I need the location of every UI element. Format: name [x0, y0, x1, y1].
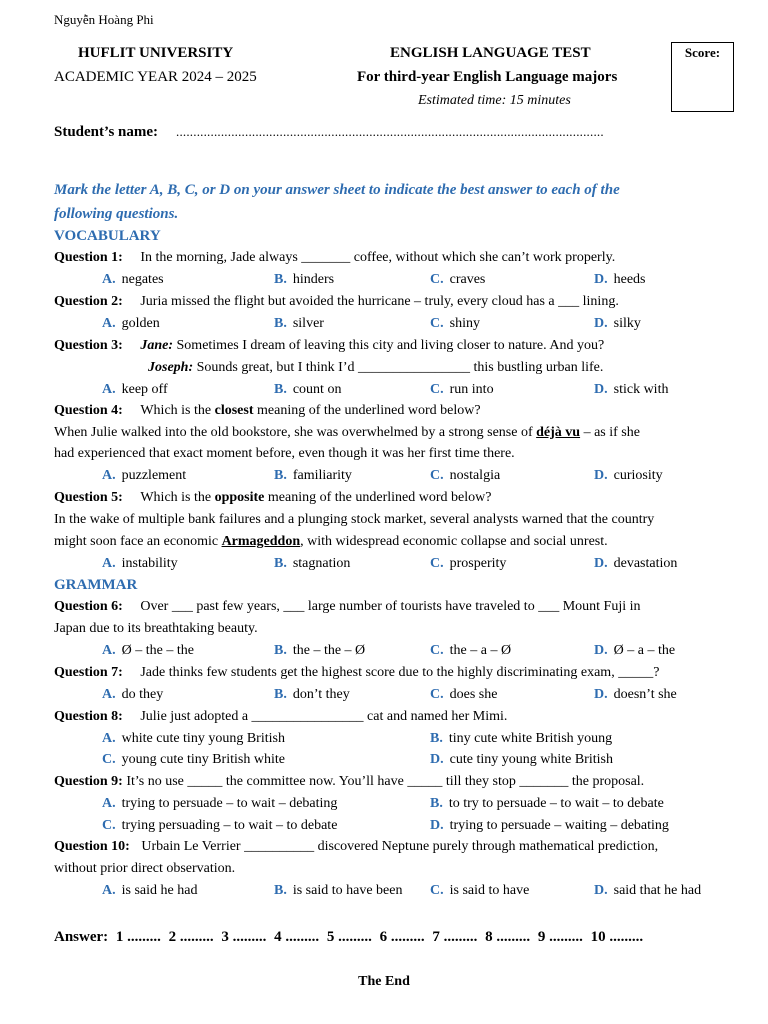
option-letter: A.: [102, 883, 116, 898]
question-text: In the morning, Jade always _______ coffee, without which she can’t work properly.: [140, 250, 616, 265]
option-text: don’t they: [292, 687, 350, 702]
option-text: said that he had: [613, 883, 702, 898]
option-letter: A.: [102, 731, 116, 746]
instructions-line-1: Mark the letter A, B, C, or D on your answer sheet to indicate the best answer to each of the: [54, 182, 620, 198]
question-1: [54, 250, 615, 266]
answer-slot-7[interactable]: 7 .........: [432, 929, 478, 945]
option-letter: C.: [102, 752, 116, 767]
option-letter: A.: [102, 468, 116, 483]
option-text: familiarity: [292, 468, 352, 483]
option-letter: B.: [274, 643, 287, 658]
speaker-joseph: Joseph:: [148, 360, 194, 375]
question-label: Question 5:: [54, 490, 123, 505]
question-2: [54, 294, 619, 310]
option-letter: A.: [102, 382, 116, 397]
q10-option-a[interactable]: [102, 883, 197, 899]
prompt-pre: Which is the: [140, 490, 215, 505]
score-label: Score:: [684, 45, 721, 60]
option-letter: A.: [102, 796, 116, 811]
q5-option-a[interactable]: [102, 556, 178, 572]
option-text: is said he had: [121, 883, 198, 898]
option-letter: C.: [102, 818, 116, 833]
question-8: [54, 709, 507, 725]
q4-option-a[interactable]: [102, 468, 186, 484]
underlined-word: Armageddon: [221, 534, 301, 549]
q4-option-b[interactable]: [274, 468, 352, 484]
option-letter: B.: [274, 272, 287, 287]
prompt-keyword: opposite: [214, 490, 265, 505]
option-text: to try to persuade – to wait – to debate: [448, 796, 664, 811]
option-text: the – a – Ø: [449, 643, 512, 658]
question-10-line-2: without prior direct observation.: [54, 861, 236, 876]
q8-option-c[interactable]: [102, 752, 285, 768]
q4-option-c[interactable]: [430, 468, 500, 484]
q2-option-b[interactable]: [274, 316, 324, 332]
option-letter: C.: [430, 468, 444, 483]
question-9: [54, 774, 644, 790]
q1-option-a[interactable]: [102, 272, 164, 288]
option-letter: B.: [274, 468, 287, 483]
q1-option-c[interactable]: [430, 272, 485, 288]
option-letter: D.: [594, 883, 608, 898]
answer-slot-4[interactable]: 4 .........: [274, 929, 320, 945]
prompt-post: meaning of the underlined word below?: [264, 490, 492, 505]
answer-slot-8[interactable]: 8 .........: [485, 929, 531, 945]
option-letter: D.: [594, 468, 608, 483]
option-text: trying to persuade – waiting – debating: [449, 818, 669, 833]
option-text: tiny cute white British young: [448, 731, 613, 746]
answer-slot-1[interactable]: 1 .........: [115, 929, 161, 945]
option-text: curiosity: [613, 468, 663, 483]
q7-option-a[interactable]: [102, 687, 163, 703]
option-text: the – the – Ø: [292, 643, 366, 658]
option-letter: B.: [274, 382, 287, 397]
question-10: [54, 839, 658, 855]
question-7: [54, 665, 659, 681]
q10-option-d[interactable]: [594, 883, 701, 899]
answer-row: [54, 929, 643, 946]
passage-text: – as if she: [580, 425, 640, 440]
prompt-pre: Which is the: [140, 403, 215, 418]
passage-text: When Julie walked into the old bookstore, she was overwhelmed by a strong sense of: [54, 425, 537, 440]
dialogue-line-1: Sometimes I dream of leaving this city and living closer to nature. And you?: [176, 338, 605, 353]
question-text: Jade thinks few students get the highest score due to the highly discriminating exam, _____?: [140, 665, 660, 680]
option-letter: D.: [594, 687, 608, 702]
q3-option-d[interactable]: [594, 382, 668, 398]
test-title: ENGLISH LANGUAGE TEST: [390, 45, 591, 61]
option-letter: A.: [102, 272, 116, 287]
q8-option-b[interactable]: [430, 731, 612, 747]
option-letter: C.: [430, 316, 444, 331]
option-text: is said to have: [449, 883, 530, 898]
question-6-line-2: Japan due to its breathtaking beauty.: [54, 621, 258, 636]
option-letter: A.: [102, 687, 116, 702]
option-letter: D.: [594, 382, 608, 397]
q9-option-d[interactable]: [430, 818, 669, 834]
option-text: trying to persuade – to wait – debating: [121, 796, 338, 811]
option-letter: D.: [430, 818, 444, 833]
option-letter: A.: [102, 643, 116, 658]
option-text: silky: [613, 316, 641, 331]
option-letter: B.: [430, 796, 443, 811]
question-label: Question 7:: [54, 665, 123, 680]
passage-text: , with widespread economic collapse and social unrest.: [300, 534, 608, 549]
q8-option-d[interactable]: [430, 752, 613, 768]
q8-option-a[interactable]: [102, 731, 285, 747]
answer-slot-6[interactable]: 6 .........: [379, 929, 425, 945]
q2-option-c[interactable]: [430, 316, 480, 332]
option-text: stick with: [613, 382, 669, 397]
question-text: Urbain Le Verrier __________ discovered Neptune purely through mathematical prediction,: [141, 839, 659, 854]
option-text: is said to have been: [292, 883, 403, 898]
question-text: Julie just adopted a ________________ cat and named her Mimi.: [140, 709, 508, 724]
answer-slot-3[interactable]: 3 .........: [221, 929, 267, 945]
q10-option-b[interactable]: [274, 883, 402, 899]
academic-year: ACADEMIC YEAR 2024 – 2025: [54, 69, 257, 85]
question-5-passage-2: [54, 534, 608, 550]
student-name-field[interactable]: ............................................................................................................................: [176, 124, 604, 139]
option-letter: B.: [430, 731, 443, 746]
option-text: puzzlement: [121, 468, 187, 483]
q6-option-c[interactable]: [430, 643, 511, 659]
option-text: young cute tiny British white: [121, 752, 285, 767]
option-text: devastation: [613, 556, 678, 571]
question-5-passage-1: In the wake of multiple bank failures and a plunging stock market, several analysts warned that the country: [54, 512, 655, 527]
question-4: [54, 403, 481, 419]
option-text: doesn’t she: [613, 687, 677, 702]
option-letter: C.: [430, 272, 444, 287]
answer-slot-10[interactable]: 10 .........: [590, 929, 644, 945]
passage-text: might soon face an economic: [54, 534, 222, 549]
q7-option-b[interactable]: [274, 687, 350, 703]
score-box: [671, 42, 734, 112]
q1-option-d[interactable]: [594, 272, 646, 288]
option-letter: D.: [430, 752, 444, 767]
q2-option-a[interactable]: [102, 316, 160, 332]
option-text: white cute tiny young British: [121, 731, 285, 746]
option-letter: D.: [594, 316, 608, 331]
option-letter: A.: [102, 556, 116, 571]
dialogue-line-2: Sounds great, but I think I’d ________________ this bustling urban life.: [196, 360, 604, 375]
q1-option-b[interactable]: [274, 272, 334, 288]
answer-slot-9[interactable]: 9 .........: [537, 929, 583, 945]
option-letter: B.: [274, 687, 287, 702]
option-text: silver: [292, 316, 324, 331]
question-4-passage-2: had experienced that exact moment before, even though it was her first time there.: [54, 446, 515, 461]
answer-label: Answer:: [54, 929, 109, 945]
option-letter: D.: [594, 556, 608, 571]
estimated-time: Estimated time: 15 minutes: [418, 93, 571, 108]
q3-option-c[interactable]: [430, 382, 494, 398]
option-letter: C.: [430, 556, 444, 571]
question-label: Question 2:: [54, 294, 123, 309]
option-letter: B.: [274, 316, 287, 331]
option-letter: C.: [430, 687, 444, 702]
q9-option-a[interactable]: [102, 796, 337, 812]
question-text: Juria missed the flight but avoided the hurricane – truly, every cloud has a ___ lining.: [140, 294, 619, 309]
option-text: trying persuading – to wait – to debate: [121, 818, 338, 833]
question-label: Question 3:: [54, 338, 123, 353]
option-text: golden: [121, 316, 160, 331]
author-name: Nguyễn Hoàng Phi: [54, 12, 154, 27]
underlined-word: déjà vu: [536, 425, 581, 440]
question-3: [54, 338, 604, 354]
q9-option-b[interactable]: [430, 796, 664, 812]
prompt-keyword: closest: [214, 403, 254, 418]
instructions-line-2: following questions.: [54, 206, 179, 222]
option-letter: C.: [430, 382, 444, 397]
option-letter: C.: [430, 643, 444, 658]
option-text: instability: [121, 556, 178, 571]
option-text: Ø – the – the: [121, 643, 194, 658]
option-text: hinders: [292, 272, 335, 287]
q7-option-d[interactable]: [594, 687, 677, 703]
question-label: Question 4:: [54, 403, 123, 418]
university-name: HUFLIT UNIVERSITY: [78, 45, 234, 61]
q3-option-a[interactable]: [102, 382, 168, 398]
option-letter: A.: [102, 316, 116, 331]
question-label: Question 6:: [54, 599, 123, 614]
the-end: The End: [358, 974, 410, 989]
q7-option-c[interactable]: [430, 687, 497, 703]
q3-option-b[interactable]: [274, 382, 341, 398]
option-text: shiny: [449, 316, 480, 331]
option-letter: D.: [594, 643, 608, 658]
option-text: heeds: [613, 272, 646, 287]
q5-option-c[interactable]: [430, 556, 506, 572]
option-text: prosperity: [449, 556, 507, 571]
student-name-label: Student’s name:: [54, 124, 159, 140]
option-text: do they: [121, 687, 164, 702]
answer-slot-5[interactable]: 5 .........: [326, 929, 372, 945]
q9-option-c[interactable]: [102, 818, 337, 834]
q2-option-d[interactable]: [594, 316, 641, 332]
question-label: Question 1:: [54, 250, 123, 265]
prompt-post: meaning of the underlined word below?: [253, 403, 481, 418]
question-label: Question 9:: [54, 774, 123, 789]
speaker-jane: Jane:: [140, 338, 174, 353]
option-text: does she: [449, 687, 498, 702]
option-text: nostalgia: [449, 468, 501, 483]
question-5: [54, 490, 491, 506]
q6-option-b[interactable]: [274, 643, 365, 659]
answer-slot-2[interactable]: 2 .........: [168, 929, 214, 945]
option-text: keep off: [121, 382, 168, 397]
option-letter: B.: [274, 883, 287, 898]
question-6: [54, 599, 640, 615]
q4-option-d[interactable]: [594, 468, 663, 484]
question-3-line-2: [148, 360, 603, 376]
option-text: cute tiny young white British: [449, 752, 613, 767]
q10-option-c[interactable]: [430, 883, 529, 899]
option-text: stagnation: [292, 556, 351, 571]
option-text: negates: [121, 272, 164, 287]
option-letter: D.: [594, 272, 608, 287]
q6-option-d[interactable]: [594, 643, 675, 659]
option-text: run into: [449, 382, 494, 397]
q5-option-d[interactable]: [594, 556, 677, 572]
question-4-passage-1: [54, 425, 640, 441]
test-audience: For third-year English Language majors: [357, 69, 618, 85]
option-letter: B.: [274, 556, 287, 571]
option-letter: C.: [430, 883, 444, 898]
option-text: Ø – a – the: [613, 643, 676, 658]
question-text: It’s no use _____ the committee now. You’ll have _____ till they stop _______ the proposal.: [126, 774, 645, 789]
option-text: count on: [292, 382, 342, 397]
q5-option-b[interactable]: [274, 556, 350, 572]
question-label: Question 8:: [54, 709, 123, 724]
section-vocabulary: VOCABULARY: [54, 228, 161, 244]
section-grammar: GRAMMAR: [54, 577, 138, 593]
q6-option-a[interactable]: [102, 643, 194, 659]
option-text: craves: [449, 272, 486, 287]
question-text: Over ___ past few years, ___ large number of tourists have traveled to ___ Mount Fuji in: [140, 599, 641, 614]
question-label: Question 10:: [54, 839, 130, 854]
